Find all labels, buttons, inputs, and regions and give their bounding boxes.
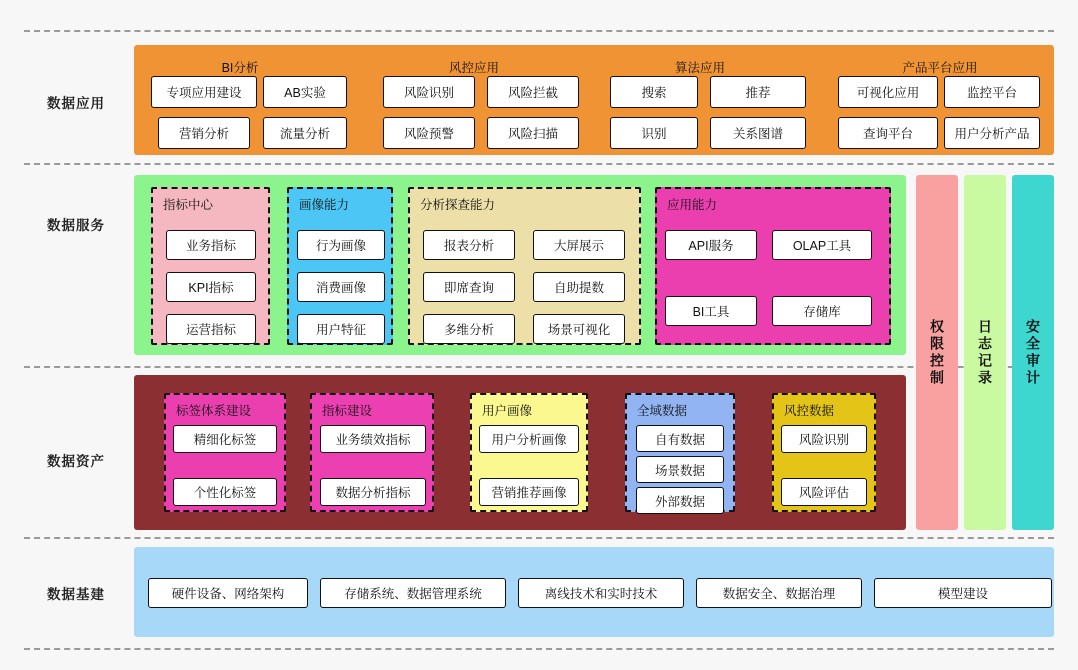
chip-svc-metric-2[interactable]: KPI指标 bbox=[166, 272, 256, 302]
chip-asset-tag-2[interactable]: 个性化标签 bbox=[173, 478, 277, 506]
application-group-title-bi: BI分析 bbox=[221, 61, 259, 75]
chip-asset-global-2[interactable]: 场景数据 bbox=[636, 456, 724, 483]
chip-infra-4[interactable]: 数据安全、数据治理 bbox=[696, 578, 862, 608]
chip-app-risk-2[interactable]: 风险拦截 bbox=[487, 76, 579, 108]
side-column-label-permission-control: 权限控制 bbox=[929, 318, 945, 387]
chip-svc-metric-3[interactable]: 运营指标 bbox=[166, 314, 256, 344]
row-label-service: 数据服务 bbox=[47, 218, 105, 233]
asset-group-title-global-data: 全域数据 bbox=[637, 404, 688, 418]
chip-svc-analysis-1[interactable]: 报表分析 bbox=[423, 230, 515, 260]
separator-service-asset bbox=[24, 366, 1054, 368]
chip-asset-global-1[interactable]: 自有数据 bbox=[636, 425, 724, 452]
chip-app-algo-2[interactable]: 推荐 bbox=[710, 76, 806, 108]
chip-asset-metric-2[interactable]: 数据分析指标 bbox=[320, 478, 426, 506]
chip-svc-analysis-5[interactable]: 多维分析 bbox=[423, 314, 515, 344]
chip-asset-profile-2[interactable]: 营销推荐画像 bbox=[479, 478, 579, 506]
chip-asset-risk-2[interactable]: 风险评估 bbox=[781, 478, 867, 506]
application-group-title-algo: 算法应用 bbox=[674, 61, 725, 75]
chip-svc-analysis-4[interactable]: 自助提数 bbox=[533, 272, 625, 302]
chip-svc-analysis-6[interactable]: 场景可视化 bbox=[533, 314, 625, 344]
side-column-permission-control[interactable] bbox=[916, 175, 958, 530]
chip-svc-appcap-2[interactable]: OLAP工具 bbox=[772, 230, 872, 260]
chip-infra-3[interactable]: 离线技术和实时技术 bbox=[518, 578, 684, 608]
chip-svc-analysis-3[interactable]: 即席查询 bbox=[423, 272, 515, 302]
asset-group-title-metric-build: 指标建设 bbox=[322, 404, 373, 418]
chip-app-prod-1[interactable]: 可视化应用 bbox=[838, 76, 938, 108]
separator-bottom bbox=[24, 648, 1054, 650]
separator-top bbox=[24, 30, 1054, 32]
row-label-asset: 数据资产 bbox=[47, 454, 105, 469]
row-label-infrastructure: 数据基建 bbox=[47, 587, 105, 602]
row-label-application: 数据应用 bbox=[47, 96, 105, 111]
service-group-title-metric-center: 指标中心 bbox=[163, 198, 214, 212]
chip-svc-appcap-4[interactable]: 存储库 bbox=[772, 296, 872, 326]
application-group-title-product: 产品平台应用 bbox=[902, 61, 978, 75]
chip-infra-5[interactable]: 模型建设 bbox=[874, 578, 1052, 608]
service-group-title-application-capability: 应用能力 bbox=[667, 198, 718, 212]
chip-app-algo-4[interactable]: 关系图谱 bbox=[710, 117, 806, 149]
chip-app-prod-4[interactable]: 用户分析产品 bbox=[944, 117, 1040, 149]
side-column-label-log-record: 日志记录 bbox=[977, 318, 993, 387]
chip-svc-profile-3[interactable]: 用户特征 bbox=[297, 314, 385, 344]
chip-app-risk-1[interactable]: 风险识别 bbox=[383, 76, 475, 108]
asset-group-title-risk-data: 风控数据 bbox=[784, 404, 835, 418]
chip-svc-profile-1[interactable]: 行为画像 bbox=[297, 230, 385, 260]
side-column-log-record[interactable] bbox=[964, 175, 1006, 530]
chip-asset-tag-1[interactable]: 精细化标签 bbox=[173, 425, 277, 453]
chip-infra-2[interactable]: 存储系统、数据管理系统 bbox=[320, 578, 506, 608]
chip-asset-global-3[interactable]: 外部数据 bbox=[636, 487, 724, 514]
chip-app-bi-4[interactable]: 流量分析 bbox=[263, 117, 347, 149]
chip-app-prod-2[interactable]: 监控平台 bbox=[944, 76, 1040, 108]
chip-svc-appcap-3[interactable]: BI工具 bbox=[665, 296, 757, 326]
service-group-title-profile-capability: 画像能力 bbox=[299, 198, 350, 212]
chip-svc-metric-1[interactable]: 业务指标 bbox=[166, 230, 256, 260]
side-column-security-audit[interactable] bbox=[1012, 175, 1054, 530]
chip-app-risk-3[interactable]: 风险预警 bbox=[383, 117, 475, 149]
chip-asset-metric-1[interactable]: 业务绩效指标 bbox=[320, 425, 426, 453]
chip-app-prod-3[interactable]: 查询平台 bbox=[838, 117, 938, 149]
chip-svc-analysis-2[interactable]: 大屏展示 bbox=[533, 230, 625, 260]
separator-asset-infra bbox=[24, 537, 1054, 539]
chip-app-bi-1[interactable]: 专项应用建设 bbox=[151, 76, 257, 108]
chip-asset-profile-1[interactable]: 用户分析画像 bbox=[479, 425, 579, 453]
service-group-title-analysis-capability: 分析探查能力 bbox=[420, 198, 496, 212]
application-group-title-riskctl: 风控应用 bbox=[448, 61, 499, 75]
chip-app-algo-1[interactable]: 搜索 bbox=[610, 76, 698, 108]
chip-infra-1[interactable]: 硬件设备、网络架构 bbox=[148, 578, 308, 608]
chip-app-risk-4[interactable]: 风险扫描 bbox=[487, 117, 579, 149]
chip-asset-risk-1[interactable]: 风险识别 bbox=[781, 425, 867, 453]
asset-group-title-user-profile: 用户画像 bbox=[482, 404, 533, 418]
chip-svc-appcap-1[interactable]: API服务 bbox=[665, 230, 757, 260]
chip-svc-profile-2[interactable]: 消费画像 bbox=[297, 272, 385, 302]
chip-app-bi-3[interactable]: 营销分析 bbox=[158, 117, 250, 149]
chip-app-bi-2[interactable]: AB实验 bbox=[263, 76, 347, 108]
asset-group-title-tag-system: 标签体系建设 bbox=[176, 404, 252, 418]
separator-app-service bbox=[24, 163, 1054, 165]
chip-app-algo-3[interactable]: 识别 bbox=[610, 117, 698, 149]
side-column-label-security-audit: 安全审计 bbox=[1025, 318, 1041, 387]
